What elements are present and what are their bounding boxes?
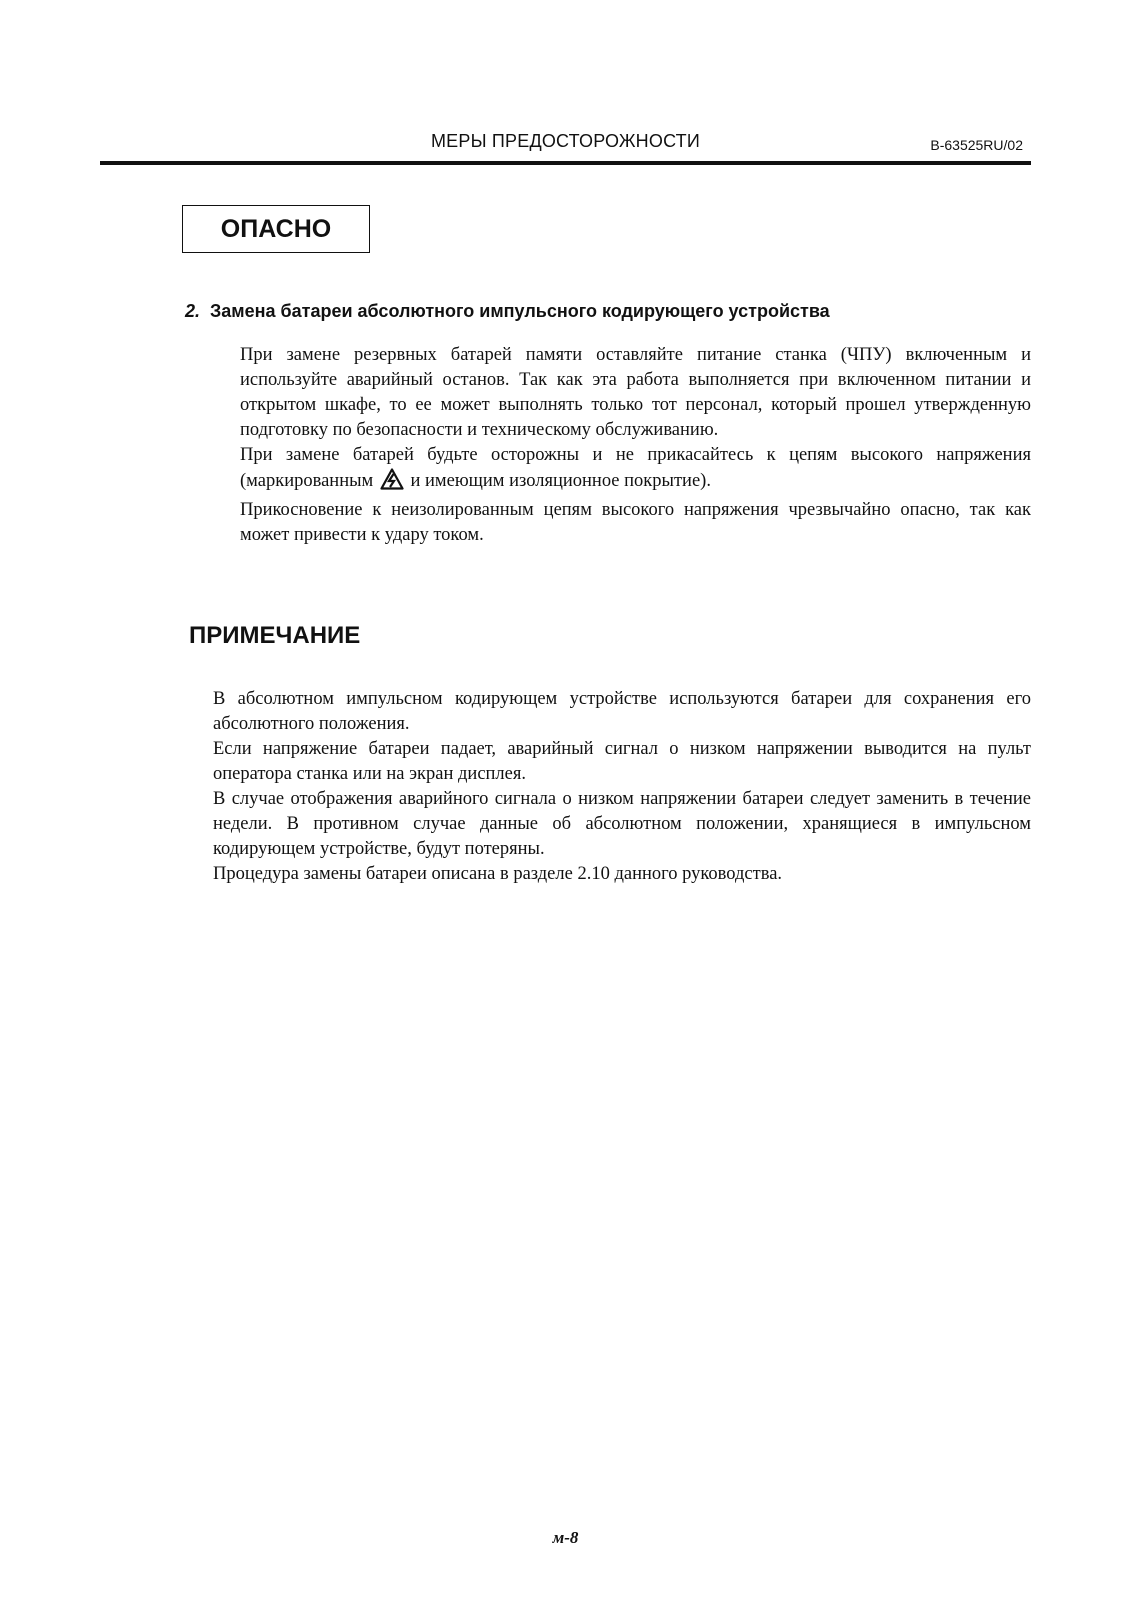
danger-paragraph-2 xyxy=(240,443,1031,498)
document-id: B-63525RU/02 xyxy=(930,137,1023,153)
page-number: м-8 xyxy=(552,1528,579,1547)
section-title: Замена батареи абсолютного импульсного кодирующего устройства xyxy=(210,301,830,321)
section-number: 2. xyxy=(185,301,201,321)
danger-label: ОПАСНО xyxy=(220,214,332,243)
section-heading xyxy=(185,301,830,322)
danger-paragraph-3: Прикосновение к неизолированным цепям высокого напряжения чрезвычайно опасно, так как может привести к удару током. xyxy=(240,500,1031,545)
running-header-title: МЕРЫ ПРЕДОСТОРОЖНОСТИ xyxy=(430,131,701,151)
note-paragraph-4: Процедура замены батареи описана в разделе 2.10 данного руководства. xyxy=(213,864,783,884)
note-paragraph-1: В абсолютном импульсном кодирующем устройстве используются батареи для сохранения его абсолютного положения. xyxy=(213,689,1031,734)
note-text-block xyxy=(213,687,1031,887)
note-paragraph-3: В случае отображения аварийного сигнала о низком напряжении батареи следует заменить в течение недели. В противном случае данные об абсолютном положении, хранящиеся в импульсном кодирующем устройстве, будут потеряны. xyxy=(213,789,1031,859)
danger-paragraph-2-start: При замене батарей будьте осторожны и не прикасайтесь к цепям высокого напряжения (маркированным xyxy=(240,445,1031,491)
header-rule xyxy=(100,161,1031,165)
danger-paragraph-2-end: и имеющим изоляционное покрытие). xyxy=(410,471,711,491)
note-paragraph-2: Если напряжение батареи падает, аварийный сигнал о низком напряжении выводится на пульт оператора станка или на экран дисплея. xyxy=(213,739,1031,784)
danger-text-block xyxy=(240,343,1031,548)
note-heading: ПРИМЕЧАНИЕ xyxy=(189,622,361,649)
high-voltage-warning-icon xyxy=(380,468,404,498)
danger-paragraph-1: При замене резервных батарей памяти оставляйте питание станка (ЧПУ) включенным и используйте аварийный останов. Так как эта работа выполняется при включенном питании и открытом шкафе, то ее может выполнять только тот персонал, который прошел утвержденную подготовку по безопасности и техническому обслуживанию. xyxy=(240,345,1031,440)
danger-label-box xyxy=(182,205,370,253)
